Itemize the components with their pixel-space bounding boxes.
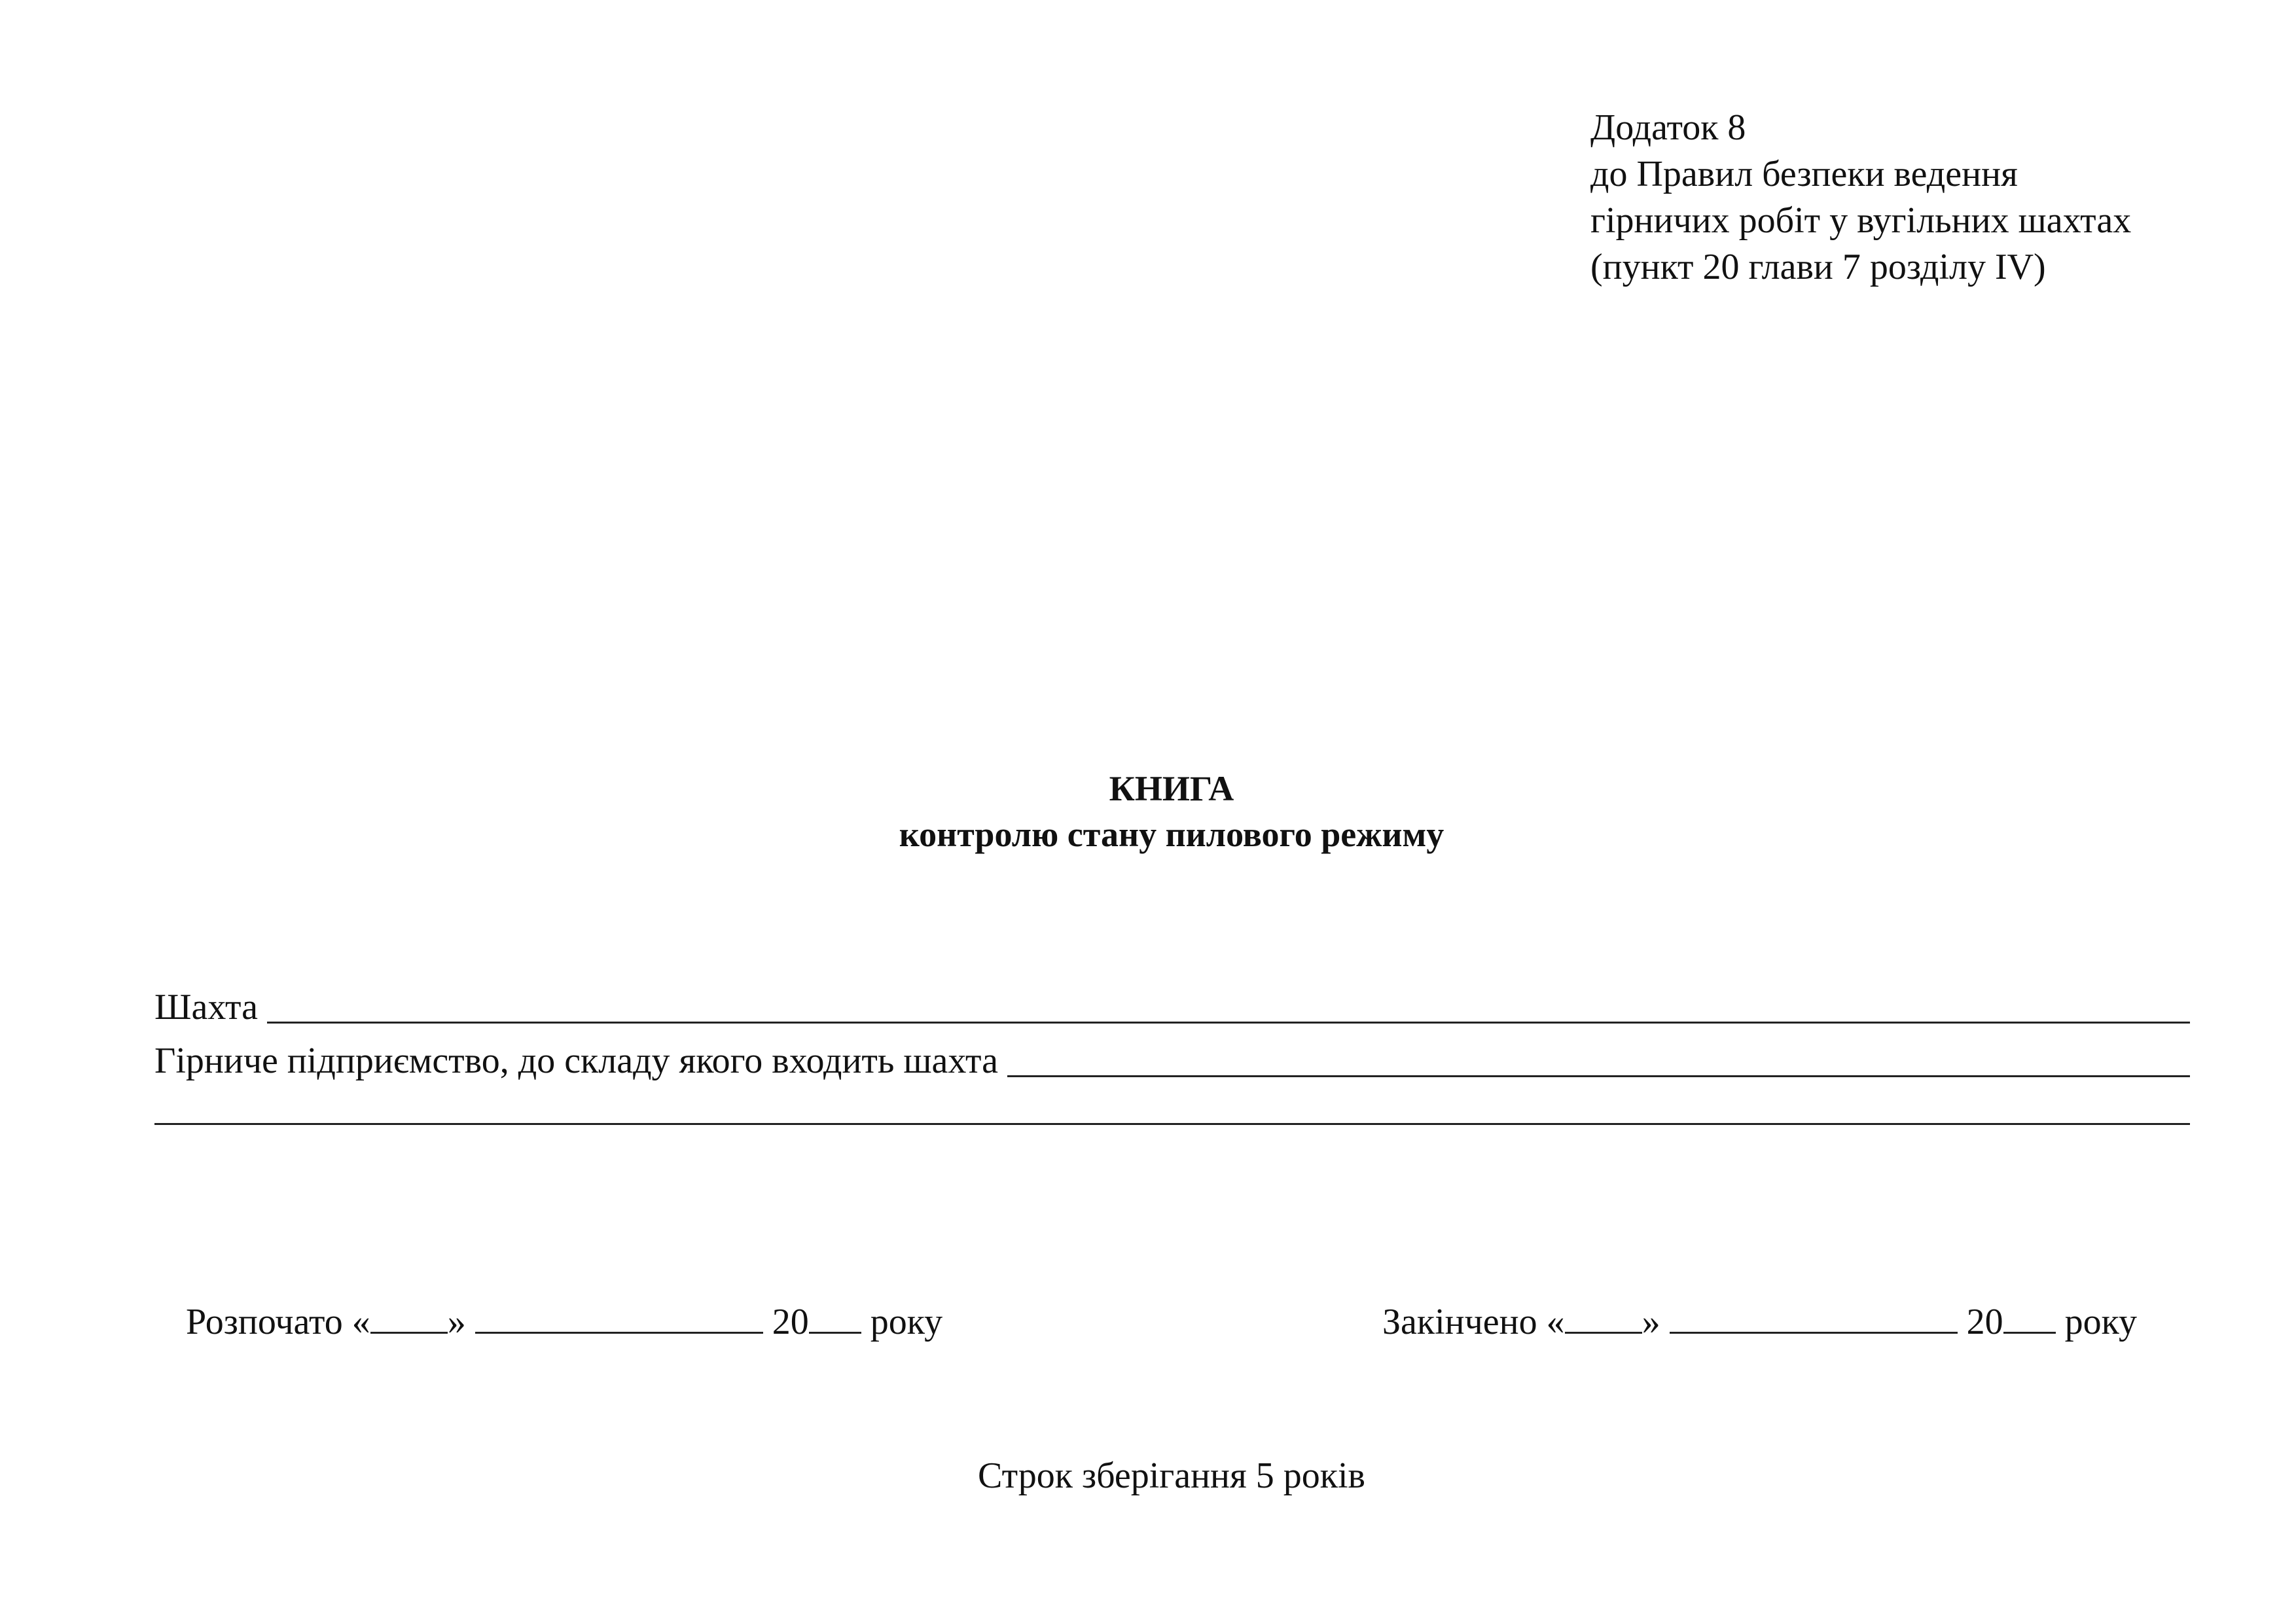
end-quote-close: » — [1641, 1302, 1660, 1342]
mine-blank-line[interactable] — [267, 988, 2190, 1024]
title-subtitle: контролю стану пилового режиму — [899, 815, 1444, 854]
enterprise-continuation-line[interactable] — [154, 1122, 2190, 1125]
appendix-mining-line: гірничих робіт у вугільних шахтах — [1590, 200, 2132, 241]
mine-label: Шахта — [154, 987, 258, 1027]
title-main: КНИГА — [1109, 769, 1234, 808]
start-date — [186, 1299, 942, 1344]
document-title — [0, 766, 2296, 857]
appendix-number: Додаток 8 — [1590, 107, 1746, 148]
mine-field — [154, 986, 2190, 1029]
end-month-blank[interactable] — [1670, 1299, 1958, 1334]
appendix-reference — [1590, 105, 2131, 291]
start-century: 20 — [772, 1302, 809, 1342]
end-day-blank[interactable] — [1565, 1299, 1642, 1334]
storage-period: Строк зберігання 5 років — [978, 1455, 1365, 1496]
start-quote-close: » — [447, 1302, 466, 1342]
appendix-clause-line: (пункт 20 глави 7 розділу IV) — [1590, 247, 2046, 287]
appendix-rules-line: до Правил безпеки ведення — [1590, 154, 2018, 194]
start-year-word: року — [870, 1302, 943, 1342]
start-year-blank[interactable] — [809, 1299, 861, 1334]
end-century: 20 — [1966, 1302, 2003, 1342]
end-year-word: року — [2064, 1302, 2138, 1342]
start-day-blank[interactable] — [370, 1299, 448, 1334]
enterprise-blank-line[interactable] — [1007, 1041, 2190, 1077]
end-date — [1382, 1299, 2137, 1344]
enterprise-field — [154, 1039, 2190, 1082]
start-month-blank[interactable] — [475, 1299, 763, 1334]
start-label: Розпочато « — [186, 1302, 370, 1342]
end-year-blank[interactable] — [2003, 1299, 2056, 1334]
end-label: Закінчено « — [1382, 1302, 1565, 1342]
enterprise-label: Гірниче підприємство, до складу якого входить шахта — [154, 1041, 999, 1081]
